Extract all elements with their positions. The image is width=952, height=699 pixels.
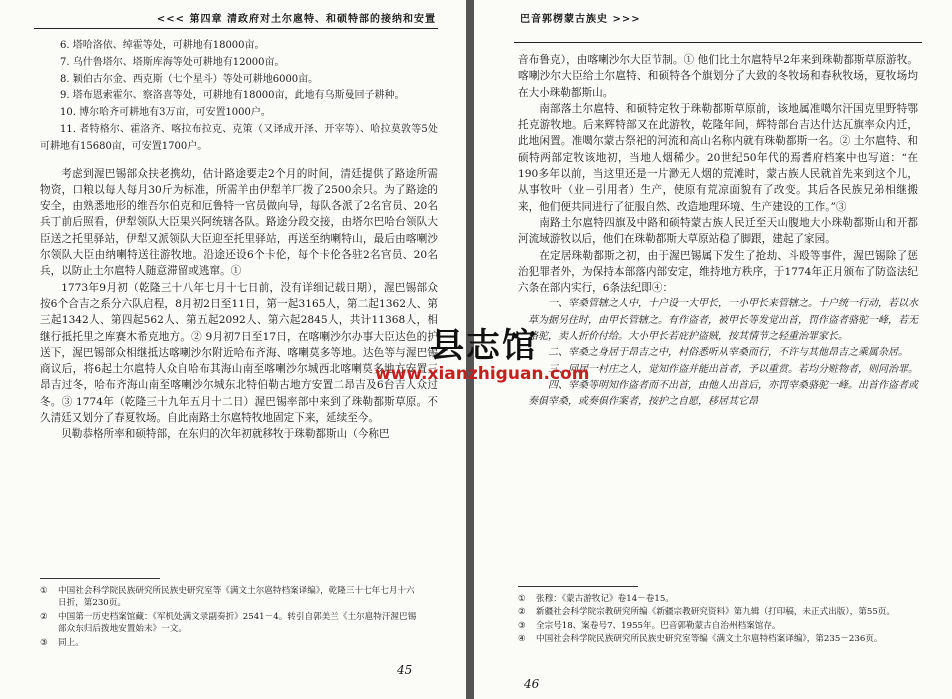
left-footnotes xyxy=(40,578,420,650)
paragraph: 考虑到渥巴锡部众扶老携幼，估计路途要走2个月的时间，清廷提供了路途所需物资，口粮以每人每月30斤为标准，所需羊由伊犁羊厂拨了2500余只。为了路途的安全，由熟悉地形的维吾尔伯克和厄鲁特一官员做向导，每队各派了2名官员、20名兵丁前后照看，伊犁领队大臣果兴阿统辖各队。路途分段交接，由塔尔巴哈台领队大臣送之托里驿站，伊犁又派领队大臣迎至托里驿站，再送至纳喇特山，最后由喀喇沙尔领队大臣由纳喇特送往游牧地。沿途还设6个卡伦，每个卡伦各驻2名官员、20名兵，以防止土尔扈特人随意滞留或逃窜。① xyxy=(40,167,438,278)
rule-item: 三、同居一村庄之人，觉知作盗并能出首者，予以重赏。若均分赃物者，则同治罪。 xyxy=(548,363,918,375)
left-header-rule xyxy=(34,28,438,29)
rule-item: 二、宰桑之身居于昂吉之中，村俗悉听从宰桑而行，不许与其他昂吉之乘属杂居。 xyxy=(548,347,908,359)
anti-theft-rules xyxy=(518,296,918,410)
watermark-title: 县志馆 xyxy=(430,326,538,366)
left-running-header: <<< 第四章 清政府对土尔扈特、和硕特部的接纳和安置 xyxy=(156,14,436,25)
paragraph: 在定居珠勒都斯之初，由于渥巴锡属下发生了抢劫、斗殴等事件，渥巴锡除了惩治犯罪者外，为保持本部落内部安定，维持地方秩序，于1774年正月颁布了防盗法纪六条在部内实行，6条法纪即④： xyxy=(518,249,918,295)
right-footnotes xyxy=(518,586,918,647)
rule-item: 一、宰桑管辖之人中，十户设一大甲长，一小甲长来管辖之。十户统一行动，若以水草为据另住时，由甲长管辖之。有作盗者，被甲长等发觉出首，罚作盗者骆驼一峰，若无骆驼，卖人折价付给。大小甲长若庇护盗贼，按其情节之轻重治罪家长。 xyxy=(528,298,918,343)
paragraph: 音布鲁克），由喀喇沙尔大臣节制。① 他们比土尔扈特早2年来到珠勒都斯草原游牧。喀喇沙尔大臣给土尔扈特、和硕特各个旗划分了大致的冬牧场和春秋牧场，夏牧场均在大小珠勒都斯山。 xyxy=(518,54,918,99)
list-item: 8. 颖伯古尔金、西克斯（七个星斗）等处可耕地6000亩。 xyxy=(60,73,319,85)
paragraph: 南路土尔扈特四旗及中路和硕特蒙古族人民迁至天山腹地大小珠勒都斯山和开都河流域游牧以后，他们在珠勒都斯大草原站稳了脚跟，建起了家园。 xyxy=(518,216,918,246)
right-header-rule xyxy=(514,42,922,43)
watermark-url: www.xianzhiguan.com xyxy=(375,364,590,384)
page-number: 46 xyxy=(524,677,540,691)
list-item: 10. 博尔哈齐可耕地有3万亩，可安置1000户。 xyxy=(60,107,271,119)
list-item: 9. 塔布恩索霍尔、察洛喜等处，可耕地有18000亩，此地有乌斯曼回子耕种。 xyxy=(60,90,405,102)
list-item: 7. 乌什鲁塔尔、塔斯库海等处可耕地有12000亩。 xyxy=(60,56,285,68)
footnote-divider xyxy=(518,586,638,587)
right-page xyxy=(474,0,952,699)
book-gutter xyxy=(466,0,474,699)
left-body xyxy=(40,38,438,443)
paragraph: 1773年9月初（乾隆三十八年七月十七日前，没有详细记载日期），渥巴锡部众按6个合吉之系分六队启程，8月初2日至11日，第一起3165人，第二起1362人、第三起1342人、第四起562人、第五起2092人、第六起2845人，共计11368人，相继行抵托里之库赛木希克地方。② 9月初7日至17日，在喀喇沙尔办事大臣达色的护送下，渥巴锡部众相继抵达喀喇沙尔附近哈布齐海、喀喇莫多等地。达色等与渥巴锡商议后，将6起土尔扈特人众自哈布其海山南至喀喇沙尔城西北喀喇莫多地方安置三昂吉过冬，哈布齐海山南至喀喇沙尔城东北特伯勒古地方安置二昂吉及6台吉人众过冬。③ 1774年（乾隆三十九年五月十二日）渥巴锡率部中来到了珠勒都斯草原。不久清廷又划分了春夏牧场。自此南路土尔扈特牧地固定下来，延续至今。 xyxy=(40,281,438,425)
list-item: 6. 塔哈洛依、绰霍等处，可耕地有18000亩。 xyxy=(60,40,265,51)
land-list xyxy=(40,38,438,156)
list-item: 11. 者特格尔、霍洛齐、喀拉布拉克、克策（又译成开泽、开宰等）、哈拉莫敦等5处可耕地有15680亩，可安置1700户。 xyxy=(40,123,438,152)
footnote: ② 中国第一历史档案馆藏：《军机处满文录副奏折》2541－4。转引自郭美兰《土尔扈特汗渥巴锡部众东归后拨地安置始末》一文。 xyxy=(40,611,417,635)
footnote: ④ 中国社会科学院民族研究所民族史研究室等编《满文土尔扈特档案译编》，第235－236页。 xyxy=(518,634,883,645)
footnote-divider xyxy=(40,578,160,579)
footnote: ③ 同上。 xyxy=(40,637,84,648)
footnote: ① 中国社会科学院民族研究所民族史研究室等《满文土尔扈特档案译编》，乾隆三十七年七月十六日折，第230页。 xyxy=(40,586,415,609)
paragraph: 贝勒恭格所率和硕特部，在东归的次年初就移牧于珠勒都斯山（今称巴 xyxy=(61,428,390,441)
paragraph: 南部落土尔扈特、和硕特定牧于珠勒都斯草原前，该地属准噶尔汗国克里野特鄂托克游牧地。后来辉特部又在此游牧，乾隆年间，辉特部台吉达什达瓦旗率众内迁，此地闲置。准噶尔蒙古祭祀的河流和高山名称内就有珠勒都斯一名。② 土尔扈特、和硕特两部定牧该地初，当地人烟稀少。20世纪50年代的焉耆府档案中也写道：“在190多年以前，当这里还是一片渺无人烟的荒滩时，蒙古族人民就首先来到这个儿，从事牧叶（业－引用者）生产，使原有荒凉面貌有了改变。其后各民族兄弟相继搬来，他们便共同进行了征服自然、改造地理环境、生产建设的工作。”③ xyxy=(518,102,918,213)
rule-item: 四、宰桑等明知作盗者而不出首，由他人出首后，亦罚宰桑骆驼一峰。出首作盗者或奏俱宰桑，或奏俱作案者，按护之自愿，移居其它昂 xyxy=(528,379,918,408)
right-running-header: 巴音郭楞蒙古族史 >>> xyxy=(520,14,641,25)
footnote: ③ 全宗号18、案卷号7、1955年。巴音郭勒蒙古自治州档案馆存。 xyxy=(518,620,781,631)
page-number: 45 xyxy=(397,663,413,677)
left-page xyxy=(0,0,466,699)
footnote: ① 张穆：《蒙古游牧记》卷14－卷15。 xyxy=(518,594,674,604)
footnote: ② 新疆社会科学院宗教研究所编《新疆宗教研究资料》第九辑（打印稿，未正式出版），第55页。 xyxy=(518,607,895,618)
right-body xyxy=(518,52,918,411)
